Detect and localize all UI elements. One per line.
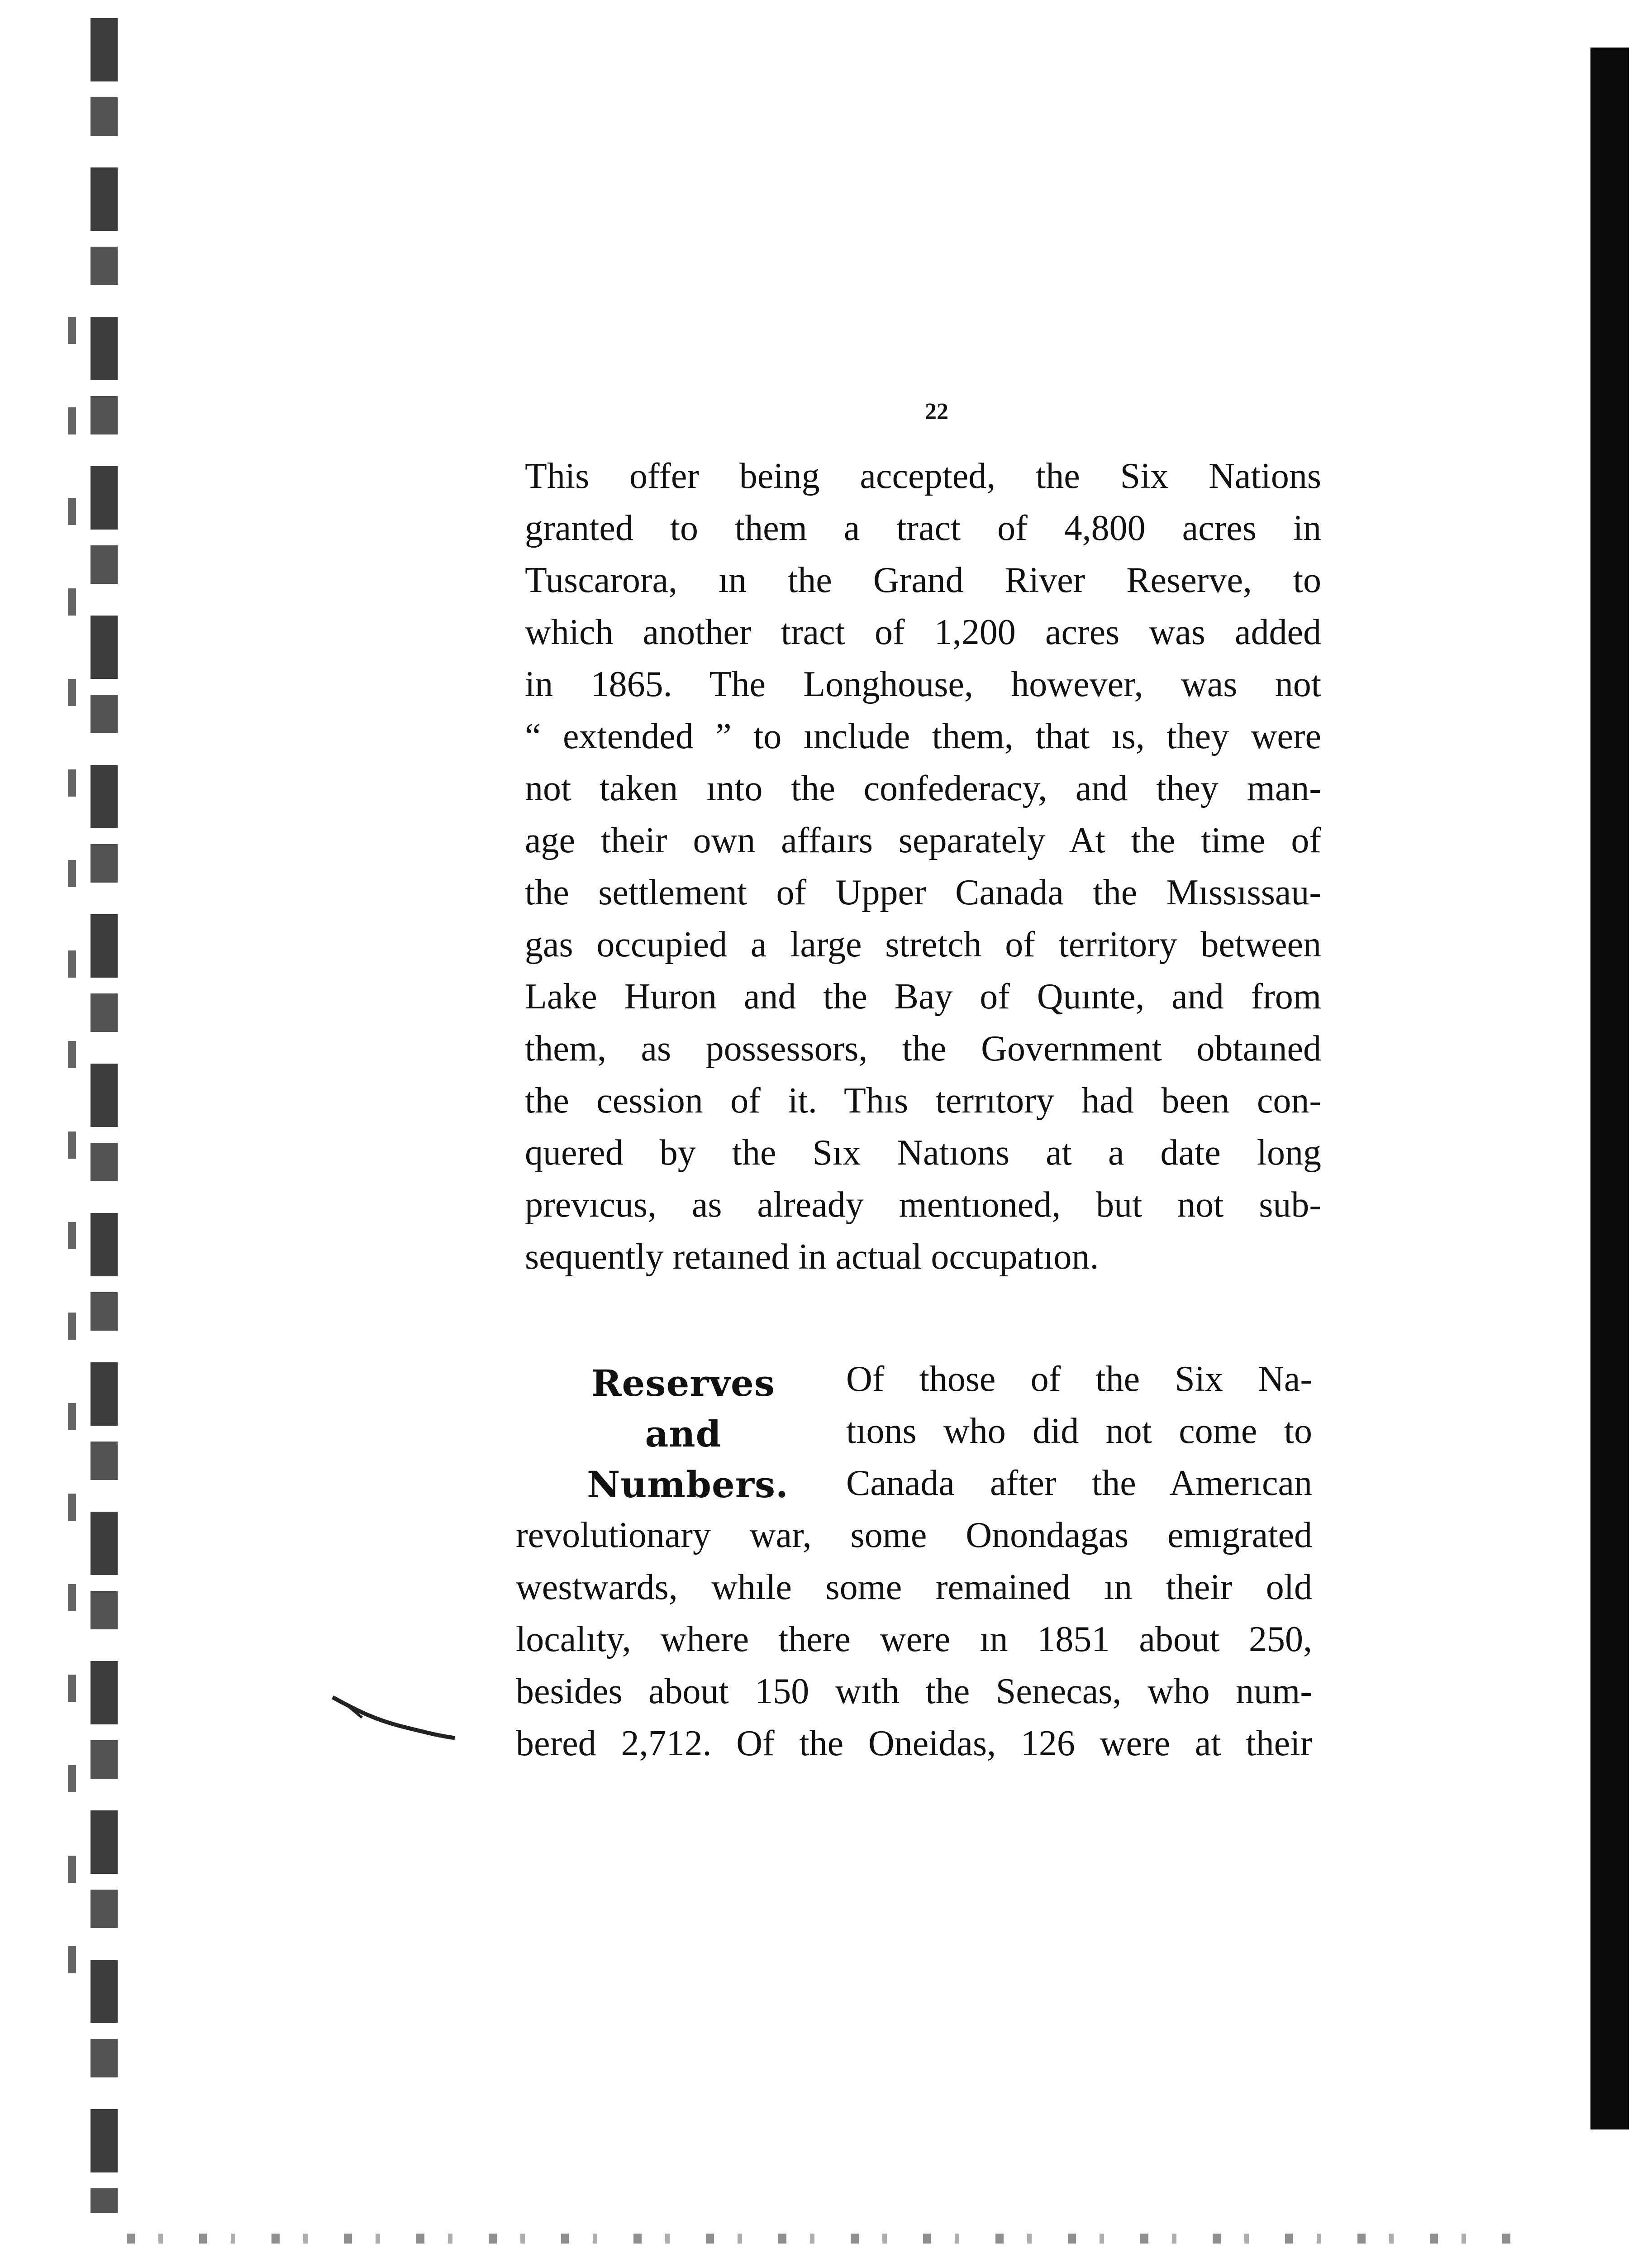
- text-line: the cession of it. Thıs terrıtory had been con-: [525, 1081, 1321, 1121]
- section-paragraph: [516, 1353, 1312, 1770]
- text-line: Lake Huron and the Bay of Quınte, and from: [525, 977, 1321, 1017]
- sidehead-line-1: Reserves and: [591, 1362, 775, 1455]
- text-line: “ extended ” to ınclude them, that ıs, they were: [525, 716, 1321, 756]
- text-line: the settlement of Upper Canada the Mıssıssau-: [525, 873, 1321, 912]
- text-line: them, as possessors, the Government obtaıned: [525, 1029, 1321, 1069]
- text-line: bered 2,712. Of the Oneidas, 126 were at their: [516, 1724, 1312, 1763]
- text-line: localıty, where there were ın 1851 about 250,: [516, 1619, 1312, 1659]
- text-line: which another tract of 1,200 acres was added: [525, 612, 1321, 652]
- stray-ink-mark: [330, 1693, 457, 1743]
- text-line: prevıcus, as already mentıoned, but not sub-: [525, 1185, 1321, 1225]
- text-line: westwards, whıle some remained ın their old: [516, 1567, 1312, 1607]
- text-line: gas occupied a large stretch of territory between: [525, 925, 1321, 964]
- text-line: besides about 150 wıth the Senecas, who num-: [516, 1671, 1312, 1711]
- text-line: This offer being accepted, the Six Nations: [525, 456, 1321, 496]
- text-line: revolutionary war, some Onondagas emıgrated: [516, 1515, 1312, 1555]
- text-line: sequently retaıned in actual occupatıon.: [525, 1237, 1099, 1277]
- sidehead-line-2: Numbers.: [587, 1463, 789, 1506]
- scan-edge-bottom: [127, 2234, 1529, 2244]
- text-line: quered by the Sıx Natıons at a date long: [525, 1133, 1321, 1173]
- scan-edge-left: [90, 18, 118, 2213]
- page-number: 22: [925, 399, 948, 425]
- text-line: Tuscarora, ın the Grand River Reserve, to: [525, 560, 1321, 600]
- section-reserves-and-numbers: [516, 1353, 1312, 1783]
- text-line: Canada after the Amerıcan: [846, 1463, 1312, 1503]
- text-line: Of those of the Six Na-: [846, 1359, 1312, 1399]
- text-line: granted to them a tract of 4,800 acres in: [525, 508, 1321, 548]
- scan-edge-right: [1590, 48, 1629, 2129]
- text-line: age their own affaırs separately At the time of: [525, 821, 1321, 860]
- paragraph-main: [525, 450, 1321, 1283]
- text-line: in 1865. The Longhouse, however, was not: [525, 664, 1321, 704]
- scan-edge-left-inner: [68, 317, 76, 2037]
- text-line: tıons who did not come to: [846, 1411, 1312, 1451]
- text-line: not taken ınto the confederacy, and they man-: [525, 769, 1321, 808]
